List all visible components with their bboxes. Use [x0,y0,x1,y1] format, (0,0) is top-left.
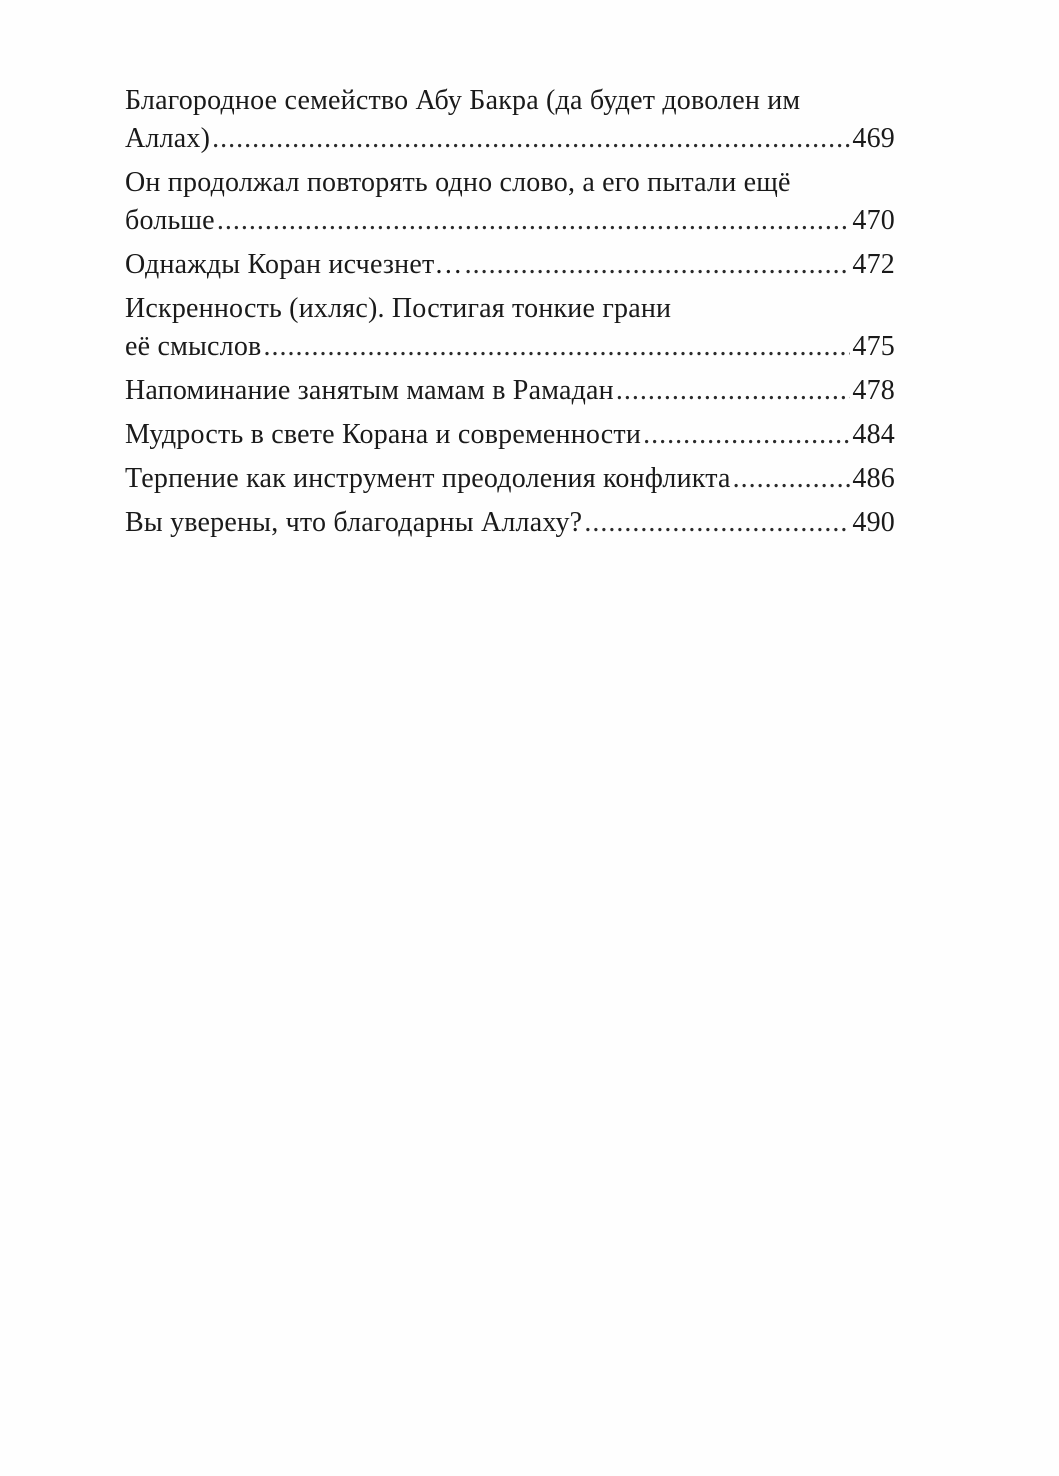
toc-entry-page-number: 484 [852,419,895,450]
dot-leader [584,504,850,542]
toc-entry-title-end: Аллах) [125,123,211,154]
dot-leader [217,202,851,240]
toc-entry-page-number: 470 [852,205,895,236]
toc-entry-title-end: Терпение как инструмент преодоления конфликта [125,463,731,494]
toc-entry-page-number: 472 [852,249,895,280]
toc-entry-last-line [125,246,895,284]
toc-entry [125,246,895,284]
toc-entry-page-number: 469 [852,123,895,154]
toc-entry-title-line: Искренность (ихляс). Постигая тонкие грани [125,293,672,324]
toc-entry-title-end: её смыслов [125,331,262,362]
toc-entry-last-line [125,504,895,542]
toc-entry [125,504,895,542]
dot-leader [616,372,851,410]
toc-entry-title-end: Мудрость в свете Корана и современности [125,419,642,450]
toc-entry-last-line [125,416,895,454]
toc-entry-last-line [125,372,895,410]
toc-entry [125,416,895,454]
toc-entry-page-number: 486 [852,463,895,494]
toc-entry-page-number: 478 [852,375,895,406]
dot-leader [212,120,850,158]
toc-entry-title-line: Он продолжал повторять одно слово, а его пытали ещё [125,167,791,198]
toc-entry [125,460,895,498]
toc-entry [125,82,895,158]
toc-entry-title-end: Вы уверены, что благодарны Аллаху? [125,507,583,538]
toc-entry-page-number: 490 [852,507,895,538]
toc-entry-page-number: 475 [852,331,895,362]
dot-leader [263,328,850,366]
toc-entry-title-end: Однажды Коран исчезнет… [125,249,463,280]
toc-entry-last-line [125,460,895,498]
toc-entry [125,164,895,240]
toc-entry-last-line [125,202,895,240]
toc-entry-title-end: Напоминание занятым мамам в Рамадан [125,375,614,406]
toc-entry-title-end: больше [125,205,215,236]
dot-leader [643,416,850,454]
toc-entry-title-line: Благородное семейство Абу Бакра (да будет доволен им [125,85,801,116]
toc-entry [125,372,895,410]
table-of-contents [125,82,895,548]
dot-leader [733,460,851,498]
toc-entry-last-line [125,120,895,158]
dot-leader [465,246,851,284]
toc-entry-last-line [125,328,895,366]
toc-entry [125,290,895,366]
